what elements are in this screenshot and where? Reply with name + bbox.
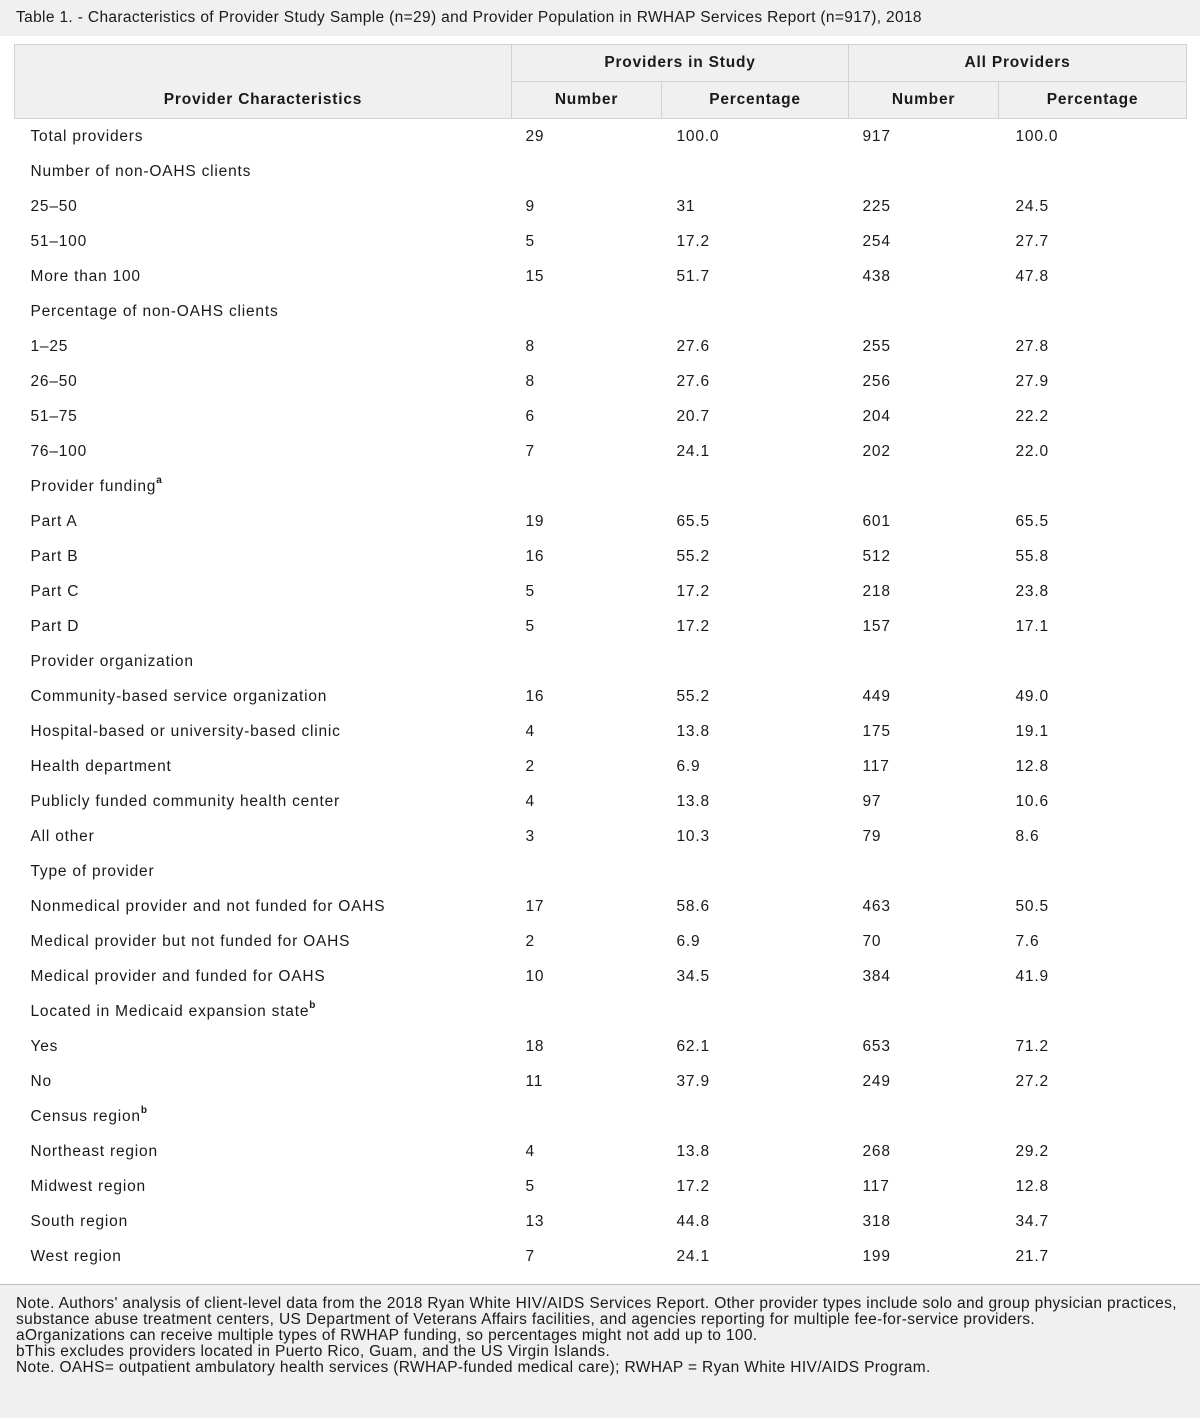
all-number [849, 154, 999, 189]
study-percentage: 34.5 [676, 967, 710, 985]
row-label [15, 434, 512, 469]
study-number: 19 [525, 512, 545, 530]
row-label [15, 329, 512, 364]
table-row [15, 994, 1187, 1029]
table-row [15, 784, 1187, 819]
table-row [15, 294, 1187, 329]
all-percentage: 29.2 [1015, 1142, 1049, 1160]
header-percentage-all: Percentage [999, 82, 1187, 119]
all-percentage [999, 994, 1187, 1029]
row-label-text: Percentage of non-OAHS clients [30, 302, 279, 320]
all-percentage: 19.1 [1015, 722, 1049, 740]
all-number: 202 [862, 442, 891, 460]
row-label-text: Located in Medicaid expansion state [30, 1002, 310, 1020]
all-number: 175 [862, 722, 891, 740]
all-number: 254 [862, 232, 891, 250]
row-label [15, 469, 512, 504]
table-row [15, 574, 1187, 609]
header-group-row [15, 45, 1187, 82]
all-number: 438 [862, 267, 891, 285]
all-percentage: 27.2 [1015, 1072, 1049, 1090]
row-label [15, 959, 512, 994]
study-percentage: 55.2 [676, 687, 710, 705]
row-label [15, 924, 512, 959]
study-number: 9 [525, 197, 535, 215]
study-number: 2 [525, 932, 535, 950]
all-number: 204 [862, 407, 891, 425]
row-label [15, 399, 512, 434]
table-row [15, 434, 1187, 469]
study-number: 2 [525, 757, 535, 775]
all-number: 917 [862, 127, 891, 145]
table-row [15, 1029, 1187, 1064]
all-number: 117 [862, 757, 890, 775]
provider-characteristics-table [14, 44, 1187, 1274]
table-row [15, 504, 1187, 539]
all-number [849, 294, 999, 329]
study-number [512, 1099, 662, 1134]
note-abbreviations: Note. OAHS= outpatient ambulatory health services (RWHAP-funded medical care); RWHAP = Ryan White HIV/AIDS Program. [16, 1359, 931, 1376]
study-number: 15 [525, 267, 545, 285]
all-number: 601 [862, 512, 891, 530]
all-number: 117 [862, 1177, 890, 1195]
all-percentage: 24.5 [1015, 197, 1049, 215]
study-percentage: 10.3 [676, 827, 710, 845]
study-percentage: 44.8 [676, 1212, 710, 1230]
table-row [15, 609, 1187, 644]
all-percentage: 22.2 [1015, 407, 1049, 425]
all-number [849, 1099, 999, 1134]
table-row [15, 1099, 1187, 1134]
all-percentage [999, 154, 1187, 189]
table-row [15, 679, 1187, 714]
row-label-text: Total providers [30, 127, 144, 145]
study-percentage: 17.2 [676, 1177, 710, 1195]
table-row [15, 1204, 1187, 1239]
all-percentage: 10.6 [1015, 792, 1049, 810]
footnote-a: aOrganizations can receive multiple types of RWHAP funding, so percentages might not add up to 100. [16, 1327, 758, 1344]
study-number: 7 [525, 1247, 535, 1265]
row-label-text: Nonmedical provider and not funded for OAHS [30, 897, 386, 915]
all-percentage: 34.7 [1015, 1212, 1049, 1230]
all-percentage: 65.5 [1015, 512, 1049, 530]
all-percentage: 27.9 [1015, 372, 1049, 390]
table-row [15, 644, 1187, 679]
row-label [15, 994, 512, 1029]
study-number: 4 [525, 722, 535, 740]
all-percentage: 22.0 [1015, 442, 1049, 460]
header-all-providers: All Providers [849, 45, 1187, 82]
row-label-text: More than 100 [30, 267, 141, 285]
all-number: 318 [862, 1212, 891, 1230]
study-percentage: 13.8 [676, 722, 710, 740]
study-number: 4 [525, 792, 535, 810]
row-label [15, 259, 512, 294]
table-row [15, 1169, 1187, 1204]
study-percentage: 31 [676, 197, 696, 215]
table-row [15, 854, 1187, 889]
study-percentage: 37.9 [676, 1072, 710, 1090]
all-number: 255 [862, 337, 891, 355]
table-row [15, 819, 1187, 854]
row-label-text: All other [30, 827, 95, 845]
study-number: 16 [525, 547, 545, 565]
all-percentage: 49.0 [1015, 687, 1049, 705]
header-number-study: Number [512, 82, 662, 119]
row-label-text: Midwest region [30, 1177, 146, 1195]
all-number: 463 [862, 897, 891, 915]
study-percentage: 27.6 [676, 372, 710, 390]
table-row [15, 119, 1187, 155]
study-percentage: 27.6 [676, 337, 710, 355]
row-label [15, 1134, 512, 1169]
study-number: 8 [525, 372, 535, 390]
all-number [849, 469, 999, 504]
study-percentage [662, 994, 849, 1029]
row-label-text: Medical provider but not funded for OAHS [30, 932, 351, 950]
row-label-text: 25–50 [30, 197, 78, 215]
study-percentage [662, 644, 849, 679]
all-number: 157 [862, 617, 891, 635]
table-notes [0, 1285, 1200, 1418]
row-label [15, 224, 512, 259]
all-number: 70 [862, 932, 882, 950]
row-label-text: Part B [30, 547, 79, 565]
all-percentage: 21.7 [1015, 1247, 1049, 1265]
row-label-text: Publicly funded community health center [30, 792, 340, 810]
table-row [15, 224, 1187, 259]
study-number: 7 [525, 442, 535, 460]
study-number: 4 [525, 1142, 535, 1160]
row-label [15, 1099, 512, 1134]
row-label-text: Part C [30, 582, 80, 600]
study-number [512, 294, 662, 329]
row-label-text: 51–100 [30, 232, 88, 250]
study-number [512, 854, 662, 889]
row-label-text: Community-based service organization [30, 687, 328, 705]
header-providers-in-study: Providers in Study [512, 45, 849, 82]
header-blank-cell [15, 45, 512, 82]
study-percentage: 24.1 [676, 1247, 710, 1265]
all-number: 384 [862, 967, 891, 985]
study-percentage [662, 154, 849, 189]
footnote-marker: a [156, 475, 163, 487]
table-row [15, 154, 1187, 189]
all-percentage: 50.5 [1015, 897, 1049, 915]
study-percentage [662, 294, 849, 329]
study-percentage: 6.9 [676, 757, 701, 775]
all-number [849, 854, 999, 889]
study-percentage: 13.8 [676, 792, 710, 810]
all-number: 225 [862, 197, 891, 215]
all-number: 79 [862, 827, 882, 845]
table-row [15, 749, 1187, 784]
all-percentage: 12.8 [1015, 1177, 1049, 1195]
table-row [15, 1134, 1187, 1169]
study-percentage: 55.2 [676, 547, 710, 565]
study-percentage [662, 854, 849, 889]
row-label-text: No [30, 1072, 52, 1090]
row-label-text: Yes [30, 1037, 59, 1055]
study-number: 10 [525, 967, 545, 985]
table-caption: Table 1. - Characteristics of Provider Study Sample (n=29) and Provider Population in RWHAP Services Report (n=917), 2018 [0, 0, 1200, 36]
row-label [15, 154, 512, 189]
study-percentage: 62.1 [676, 1037, 710, 1055]
row-label-text: Number of non-OAHS clients [30, 162, 252, 180]
all-percentage: 71.2 [1015, 1037, 1049, 1055]
all-percentage: 7.6 [1015, 932, 1040, 950]
table-row [15, 714, 1187, 749]
all-number: 97 [862, 792, 882, 810]
all-percentage [999, 469, 1187, 504]
study-number: 5 [525, 1177, 535, 1195]
all-percentage: 55.8 [1015, 547, 1049, 565]
row-label-text: Census region [30, 1107, 141, 1125]
all-number: 249 [862, 1072, 891, 1090]
study-number: 5 [525, 617, 535, 635]
row-label-text: 51–75 [30, 407, 78, 425]
study-number: 5 [525, 232, 535, 250]
row-label [15, 539, 512, 574]
row-label [15, 714, 512, 749]
header-number-all: Number [849, 82, 999, 119]
row-label-text: Northeast region [30, 1142, 158, 1160]
all-percentage: 27.8 [1015, 337, 1049, 355]
header-percentage-study: Percentage [662, 82, 849, 119]
header-column-row [15, 82, 1187, 119]
all-number: 512 [862, 547, 891, 565]
study-number: 6 [525, 407, 535, 425]
table-row [15, 539, 1187, 574]
all-number: 256 [862, 372, 891, 390]
all-number [849, 994, 999, 1029]
study-number: 13 [525, 1212, 545, 1230]
row-label-text: 1–25 [30, 337, 69, 355]
study-number: 29 [525, 127, 545, 145]
row-label [15, 854, 512, 889]
all-percentage [999, 1099, 1187, 1134]
study-number: 16 [525, 687, 545, 705]
footnote-marker: b [309, 1000, 317, 1012]
study-percentage: 13.8 [676, 1142, 710, 1160]
study-percentage: 65.5 [676, 512, 710, 530]
row-label-text: Medical provider and funded for OAHS [30, 967, 326, 985]
all-percentage [999, 644, 1187, 679]
row-label [15, 1064, 512, 1099]
table-row [15, 329, 1187, 364]
study-number: 8 [525, 337, 535, 355]
study-number [512, 994, 662, 1029]
all-number: 218 [862, 582, 891, 600]
note-general: Note. Authors' analysis of client-level data from the 2018 Ryan White HIV/AIDS Services Report. Other provider types include solo and group physician practices, substance abuse treatment centers, US Department of Veterans Affairs facilities, and agencies reporting for multiple fee-for-service providers. [16, 1295, 1177, 1328]
row-label [15, 1169, 512, 1204]
row-label [15, 679, 512, 714]
row-label-text: South region [30, 1212, 128, 1230]
row-label [15, 644, 512, 679]
row-label [15, 574, 512, 609]
study-percentage: 58.6 [676, 897, 710, 915]
study-number: 5 [525, 582, 535, 600]
all-percentage: 12.8 [1015, 757, 1049, 775]
study-percentage: 20.7 [676, 407, 710, 425]
table-row [15, 924, 1187, 959]
all-percentage: 23.8 [1015, 582, 1049, 600]
row-label [15, 504, 512, 539]
row-label [15, 784, 512, 819]
study-percentage: 51.7 [676, 267, 710, 285]
row-label-text: Provider funding [30, 477, 157, 495]
row-label-text: Part A [30, 512, 78, 530]
all-percentage: 100.0 [1015, 127, 1059, 145]
study-number [512, 154, 662, 189]
study-percentage: 6.9 [676, 932, 701, 950]
row-label-text: Health department [30, 757, 172, 775]
all-number: 449 [862, 687, 891, 705]
all-number: 268 [862, 1142, 891, 1160]
table-row [15, 959, 1187, 994]
all-percentage: 41.9 [1015, 967, 1049, 985]
row-label [15, 819, 512, 854]
study-percentage: 24.1 [676, 442, 710, 460]
row-label-text: Hospital-based or university-based clinic [30, 722, 341, 740]
row-label-text: 76–100 [30, 442, 88, 460]
footnote-b: bThis excludes providers located in Puerto Rico, Guam, and the US Virgin Islands. [16, 1343, 611, 1360]
all-percentage: 8.6 [1015, 827, 1040, 845]
study-percentage: 17.2 [676, 617, 710, 635]
table-row [15, 889, 1187, 924]
row-label [15, 889, 512, 924]
study-number: 18 [525, 1037, 545, 1055]
study-percentage [662, 1099, 849, 1134]
table-row [15, 259, 1187, 294]
all-percentage [999, 854, 1187, 889]
table-body [15, 119, 1187, 1275]
row-label [15, 364, 512, 399]
study-number: 3 [525, 827, 535, 845]
table-row [15, 399, 1187, 434]
all-percentage: 17.1 [1015, 617, 1049, 635]
header-provider-characteristics: Provider Characteristics [15, 82, 512, 119]
all-percentage [999, 294, 1187, 329]
all-number: 199 [862, 1247, 891, 1265]
row-label [15, 609, 512, 644]
row-label-text: Part D [30, 617, 80, 635]
study-percentage: 17.2 [676, 582, 710, 600]
row-label [15, 749, 512, 784]
study-percentage: 100.0 [676, 127, 720, 145]
all-number: 653 [862, 1037, 891, 1055]
study-number [512, 644, 662, 679]
table-row [15, 364, 1187, 399]
row-label-text: Provider organization [30, 652, 194, 670]
row-label-text: West region [30, 1247, 122, 1265]
all-percentage: 27.7 [1015, 232, 1049, 250]
study-percentage [662, 469, 849, 504]
row-label [15, 294, 512, 329]
row-label [15, 1239, 512, 1274]
row-label-text: 26–50 [30, 372, 78, 390]
table-container [14, 44, 1186, 1274]
study-percentage: 17.2 [676, 232, 710, 250]
table-row [15, 189, 1187, 224]
footnote-marker: b [140, 1105, 148, 1117]
study-number [512, 469, 662, 504]
row-label [15, 119, 512, 155]
all-percentage: 47.8 [1015, 267, 1049, 285]
row-label [15, 189, 512, 224]
table-row [15, 1239, 1187, 1274]
all-number [849, 644, 999, 679]
table-row [15, 469, 1187, 504]
row-label [15, 1029, 512, 1064]
study-number: 17 [525, 897, 545, 915]
row-label-text: Type of provider [30, 862, 155, 880]
row-label [15, 1204, 512, 1239]
table-row [15, 1064, 1187, 1099]
study-number: 11 [525, 1072, 544, 1090]
